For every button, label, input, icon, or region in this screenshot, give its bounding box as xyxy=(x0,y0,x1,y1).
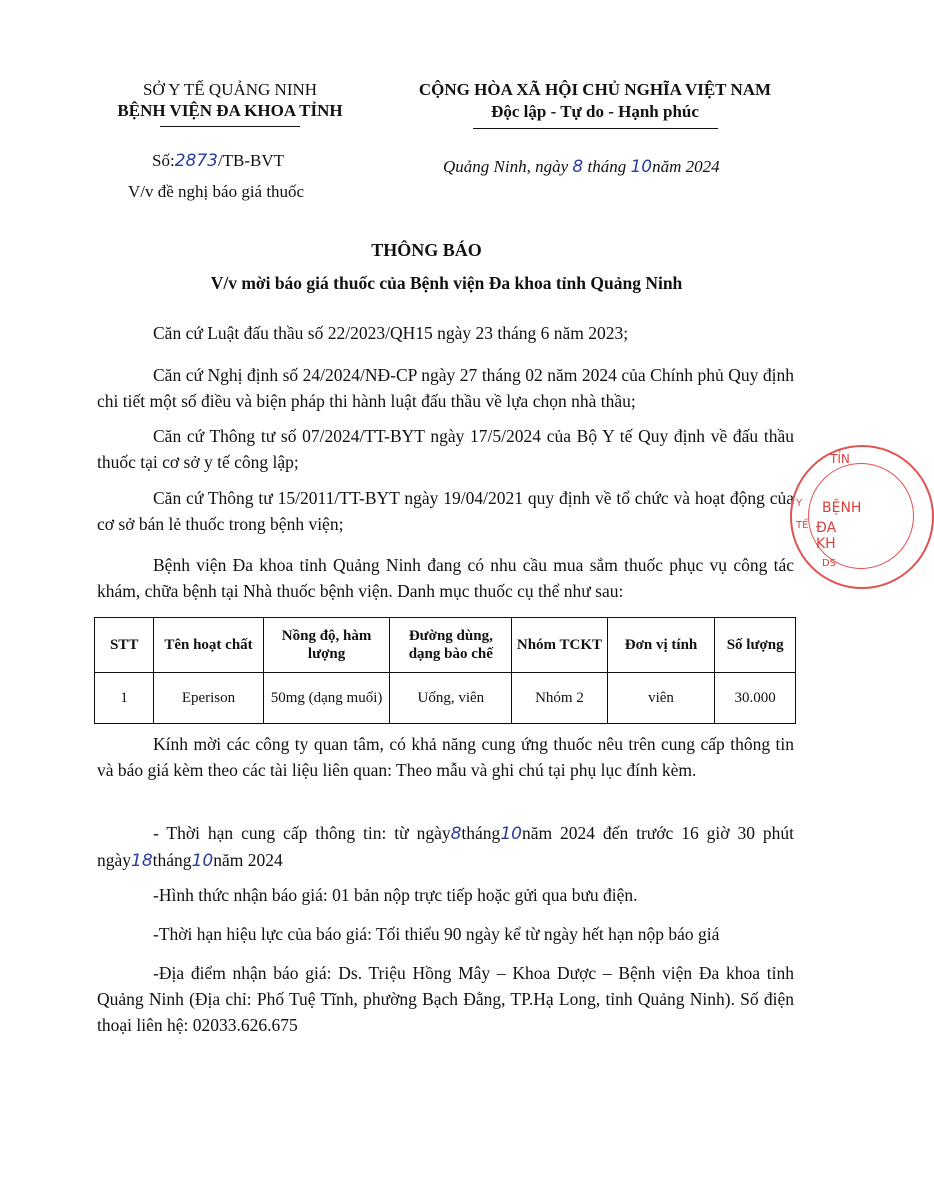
col-header-quantity: Số lượng xyxy=(715,618,796,673)
cell-active-ingredient: Eperison xyxy=(154,673,263,724)
stamp-text-bottom: DS xyxy=(822,558,837,569)
doc-number xyxy=(152,151,284,171)
doc-subject: V/v đề nghị báo giá thuốc xyxy=(128,182,305,201)
date-prefix: Quảng Ninh, ngày xyxy=(443,157,569,176)
notice-subtitle: V/v mời báo giá thuốc của Bệnh viện Đa khoa tỉnh Quảng Ninh xyxy=(210,273,683,293)
notice-title: THÔNG BÁO xyxy=(371,240,482,260)
paragraph-submission-form: -Hình thức nhận báo giá: 01 bản nộp trực tiếp hoặc gửi qua bưu điện. xyxy=(153,885,638,905)
deadline-text-2: tháng xyxy=(461,823,501,843)
cell-quantity: 30.000 xyxy=(715,673,796,724)
date-month-handwritten: 10 xyxy=(630,157,653,177)
paragraph-legal-basis-4: Căn cứ Thông tư 15/2011/TT-BYT ngày 19/04/2021 quy định về tổ chức và hoạt động của cơ sở bán lẻ thuốc trong bệnh viện; xyxy=(97,488,794,534)
doc-number-prefix: Số: xyxy=(152,151,175,170)
date-month-label: tháng xyxy=(587,157,627,176)
deadline-text-1: - Thời hạn cung cấp thông tin: từ ngày xyxy=(153,823,451,843)
cell-group: Nhóm 2 xyxy=(512,673,608,724)
col-header-unit: Đơn vị tính xyxy=(607,618,715,673)
paragraph-validity: -Thời hạn hiệu lực của báo giá: Tối thiểu 90 ngày kể từ ngày hết hạn nộp báo giá xyxy=(153,924,720,944)
deadline-month2-handwritten: 10 xyxy=(191,851,214,871)
paragraph-deadline xyxy=(97,820,794,874)
country-line2: Độc lập - Tự do - Hạnh phúc xyxy=(491,102,699,121)
doc-date xyxy=(443,157,720,177)
org-line2: BỆNH VIỆN ĐA KHOA TỈNH xyxy=(117,101,343,120)
paragraph-legal-basis-2: Căn cứ Nghị định số 24/2024/NĐ-CP ngày 27 tháng 02 năm 2024 của Chính phủ Quy định chi tiết một số điều và biện pháp thi hành luật đấu thầu về lựa chọn nhà thầu; xyxy=(97,365,794,411)
country-line1: CỘNG HÒA XÃ HỘI CHỦ NGHĨA VIỆT NAM xyxy=(418,80,772,99)
paragraph-legal-basis-3: Căn cứ Thông tư số 07/2024/TT-BYT ngày 17/5/2024 của Bộ Y tế Quy định về đấu thầu thuốc tại cơ sở y tế công lập; xyxy=(97,426,794,472)
col-header-strength: Nồng độ, hàm lượng xyxy=(263,618,390,673)
paragraph-invitation: Kính mời các công ty quan tâm, có khả năng cung ứng thuốc nêu trên cung cấp thông tin và báo giá kèm theo các tài liệu liên quan: Theo mẫu và ghi chú tại phụ lục đính kèm. xyxy=(97,734,794,780)
doc-number-handwritten: 2873 xyxy=(174,151,218,171)
cell-stt: 1 xyxy=(95,673,154,724)
date-day-handwritten: 8 xyxy=(572,157,584,177)
org-underline xyxy=(160,126,300,127)
col-header-group: Nhóm TCKT xyxy=(512,618,608,673)
col-header-stt: STT xyxy=(95,618,154,673)
table-header-row xyxy=(95,618,796,673)
paragraph-purchase-need: Bệnh viện Đa khoa tỉnh Quảng Ninh đang có nhu cầu mua sắm thuốc phục vụ công tác khám, chữa bệnh tại Nhà thuốc bệnh viện. Danh mục thuốc cụ thể như sau: xyxy=(97,555,794,601)
motto-underline xyxy=(473,128,718,129)
cell-unit: viên xyxy=(607,673,715,724)
org-line1: SỞ Y TẾ QUẢNG NINH xyxy=(142,80,318,99)
paragraph-legal-basis-1: Căn cứ Luật đấu thầu số 22/2023/QH15 ngày 23 tháng 6 năm 2023; xyxy=(153,323,629,343)
deadline-text-5: năm 2024 xyxy=(213,850,283,870)
deadline-month1-handwritten: 10 xyxy=(500,824,522,844)
deadline-text-4: tháng xyxy=(152,850,192,870)
stamp-text-top: TỈN xyxy=(830,452,850,466)
stamp-text-line1: BỆNH xyxy=(822,500,862,516)
col-header-route-form: Đường dùng, dạng bào chế xyxy=(390,618,512,673)
cell-strength: 50mg (dạng muối) xyxy=(263,673,390,724)
deadline-text-3: năm 2024 đến trước 16 giờ 30 phút ngày xyxy=(97,823,794,870)
stamp-text-left2: TẾ xyxy=(796,520,809,531)
stamp-text-left1: Y xyxy=(796,498,803,509)
drug-table xyxy=(94,617,796,724)
col-header-active-ingredient: Tên hoạt chất xyxy=(154,618,263,673)
stamp-text-line2: ĐA KH xyxy=(816,520,837,552)
doc-number-suffix: /TB-BVT xyxy=(217,151,285,170)
cell-route-form: Uống, viên xyxy=(390,673,512,724)
deadline-day2-handwritten: 18 xyxy=(131,851,153,871)
deadline-day1-handwritten: 8 xyxy=(450,824,462,844)
red-stamp-inner-ring xyxy=(808,463,914,569)
paragraph-location: -Địa điểm nhận báo giá: Ds. Triệu Hồng Mây – Khoa Dược – Bệnh viện Đa khoa tỉnh Quảng Ninh (Địa chỉ: Phố Tuệ Tĩnh, phường Bạch Đằng, TP.Hạ Long, tỉnh Quảng Ninh). Số điện thoại liên hệ: 02033.626.675 xyxy=(97,963,794,1035)
date-year: năm 2024 xyxy=(652,157,720,176)
table-row xyxy=(95,673,796,724)
